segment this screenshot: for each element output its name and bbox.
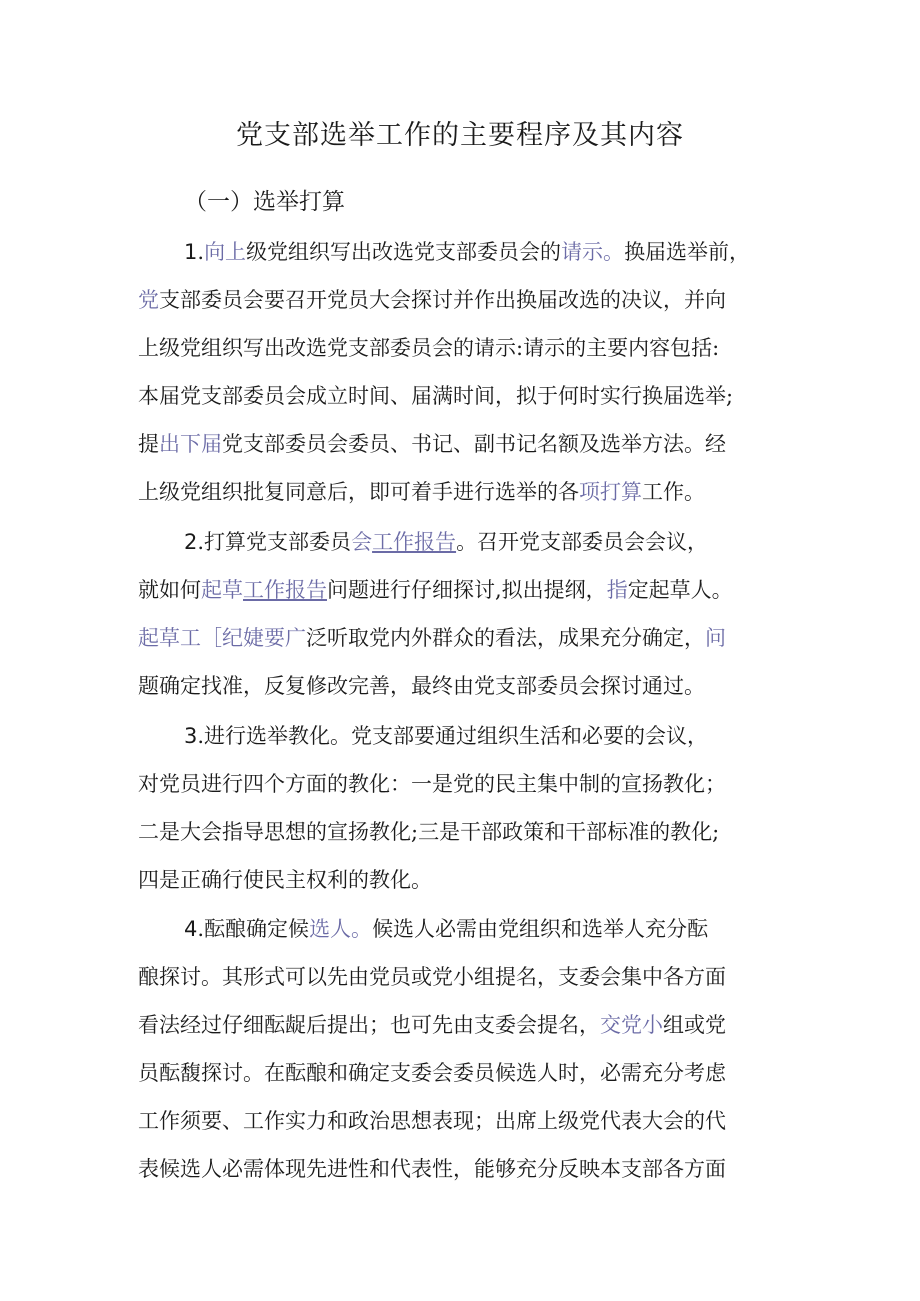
section-heading: （一）选举打算 [184,189,345,215]
item-number: 4 [184,917,198,941]
item-number: 3 [184,724,198,748]
paragraph-4-line-4: 员酝馥探讨。在酝酿和确定支委会委员候选人时，必需充分考虑 [138,1061,726,1085]
paragraph-1-line-5: 提出下届党支部委员会委员、书记、副书记名额及选举方法。经 [138,432,726,456]
paragraph-3-line-3: 二是大会指导思想的宣扬教化;三是干部政策和干部标准的教化; [138,820,720,844]
paragraph-4-line-3: 看法经过仔细酝龊后提出；也可先由支委会提名，交党小组或党 [138,1013,726,1037]
paragraph-1-line-1: 1.向上级党组织写出改选党支部委员会的请示。换届选举前， [184,240,751,264]
paragraph-1-line-2: 党支部委员会要召开党员大会探讨并作出换届改选的决议，并向 [138,288,726,312]
paragraph-1-line-3: 上级党组织写出改选党支部委员会的请示:请示的主要内容包括: [138,336,720,360]
paragraph-3-line-1: 3.进行选举教化。党支部要通过组织生活和必要的会议， [184,724,709,748]
paragraph-3-line-4: 四是正确行使民主权利的教化。 [138,868,432,892]
paragraph-4-line-5: 工作须要、工作实力和政治思想表现；出席上级党代表大会的代 [138,1109,726,1133]
document-title: 党支部选举工作的主要程序及其内容 [236,120,684,151]
paragraph-3-line-2: 对党员进行四个方面的教化：一是党的民主集中制的宣扬教化； [138,772,726,796]
paragraph-2-line-2: 就如何起草工作报告问题进行仔细探讨,拟出提纲，指定起草人。 [138,578,733,602]
paragraph-2-line-1: 2.打算党支部委员会工作报告。召开党支部委员会会议， [184,530,709,554]
paragraph-1-line-6: 上级党组织批复同意后，即可着手进行选举的各项打算工作。 [138,480,705,504]
item-number: 2 [184,530,198,554]
paragraph-4-line-2: 酿探讨。其形式可以先由党员或党小组提名，支委会集中各方面 [138,965,726,989]
paragraph-4-line-1: 4.酝酿确定候选人。候选人必需由党组织和选举人充分酝 [184,917,709,941]
item-number: 1 [184,240,198,264]
paragraph-1-line-4: 本届党支部委员会成立时间、届满时间，拟于何时实行换届选举; [138,384,734,408]
paragraph-2-line-3: 起草工［纪婕要广泛听取党内外群众的看法，成果充分确定，问 [138,626,726,650]
paragraph-4-line-6: 表候选人必需体现先进性和代表性，能够充分反映本支部各方面 [138,1157,726,1181]
paragraph-2-line-4: 题确定找准，反复修改完善，最终由党支部委员会探讨通过。 [138,674,705,698]
